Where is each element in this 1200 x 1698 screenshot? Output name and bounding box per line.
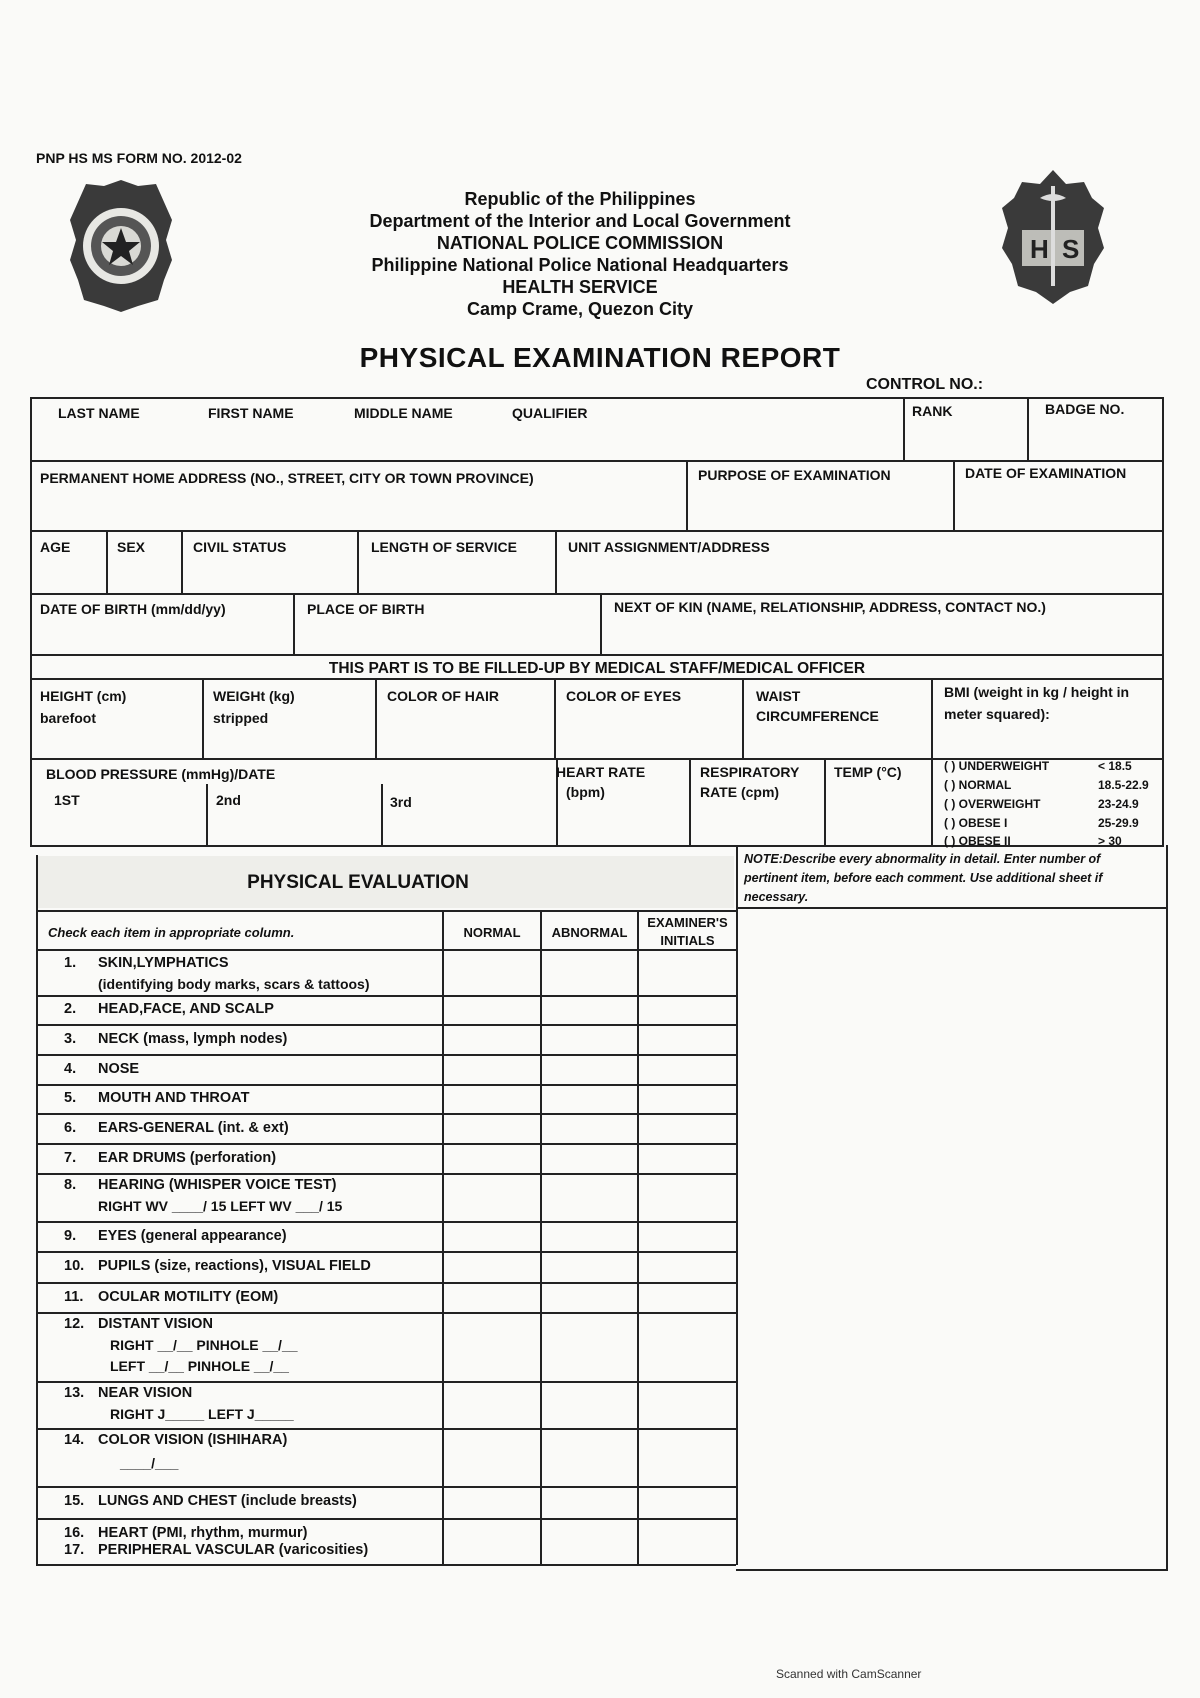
middle-name-label: MIDDLE NAME [354,405,453,421]
bmi-range: 18.5-22.9 [1098,778,1149,792]
item-label: HEART (PMI, rhythm, murmur) [98,1525,308,1541]
exam-item-color-vision [64,1430,287,1451]
waist-label: WAIST [756,688,801,704]
header-line5: HEALTH SERVICE [502,277,658,297]
exam-item-distant-vision-right: RIGHT __/__ PINHOLE __/__ [110,1337,298,1353]
item-number: 3. [64,1031,77,1047]
item-label: NEAR VISION [98,1385,193,1401]
item-number: 17. [64,1542,85,1558]
item-number: 14. [64,1432,85,1448]
exam-item-peripheral-vascular [64,1540,368,1561]
item-label: EAR DRUMS (perforation) [98,1150,277,1166]
dob-label: DATE OF BIRTH (mm/dd/yy) [40,601,226,617]
item-label: DISTANT VISION [98,1316,213,1332]
age-label: AGE [40,539,71,555]
item-label: SKIN,LYMPHATICS [98,955,229,971]
item-number: 15. [64,1493,85,1509]
item-label: EYES (general appearance) [98,1228,287,1244]
form-number: PNP HS MS FORM NO. 2012-02 [36,150,242,166]
height-sub-label: barefoot [40,710,96,726]
item-label: NOSE [98,1061,140,1077]
examiner-column-header-2: INITIALS [660,933,715,948]
exam-item-eyes [64,1226,287,1247]
header-line1: Republic of the Philippines [464,189,696,209]
svg-text:S: S [1062,234,1080,264]
weight-sub-label: stripped [213,710,269,726]
temperature-label: TEMP (°C) [834,764,902,780]
exam-item-color-vision-sub: ____/___ [120,1455,179,1471]
heart-rate-unit: (bpm) [566,784,605,800]
date-exam-label: DATE OF EXAMINATION [965,465,1127,481]
exam-item-mouth [64,1088,249,1109]
normal-column-header: NORMAL [463,925,521,940]
respiratory-label: RESPIRATORY [700,764,800,780]
bmi-range: < 18.5 [1098,759,1132,773]
item-number: 8. [64,1177,77,1193]
item-label: COLOR VISION (ISHIHARA) [98,1432,288,1448]
bmi-category-label: ( ) OVERWEIGHT [944,797,1041,811]
exam-item-ears [64,1118,289,1139]
header-line2: Department of the Interior and Local Government [369,211,791,231]
bmi-category-obese-1[interactable] [944,816,1007,830]
sex-label: SEX [117,539,146,555]
letterhead [300,188,860,320]
bmi-category-obese-2[interactable] [944,834,1011,848]
exam-item-ocular-motility [64,1287,278,1308]
bmi-range: 23-24.9 [1098,797,1139,811]
eye-color-label: COLOR OF EYES [566,688,682,704]
bmi-category-label: ( ) UNDERWEIGHT [944,759,1050,773]
item-number: 2. [64,1001,77,1017]
note-line-2: pertinent item, before each comment. Use additional sheet if [744,871,1103,885]
header-line6: Camp Crame, Quezon City [466,299,694,319]
item-number: 6. [64,1120,77,1136]
item-number: 13. [64,1385,85,1401]
pnp-seal-logo [68,176,174,314]
exam-item-head [64,999,274,1020]
hair-color-label: COLOR OF HAIR [387,688,499,704]
note-line-3: necessary. [744,890,809,904]
page-title: PHYSICAL EXAMINATION REPORT [359,342,841,373]
instruction-text: Check each item in appropriate column. [48,925,295,940]
exam-item-skin-sub: (identifying body marks, scars & tattoos) [98,976,370,992]
length-service-label: LENGTH OF SERVICE [371,539,517,555]
bmi-label: BMI (weight in kg / height in [944,684,1130,700]
exam-item-skin [64,953,229,974]
qualifier-label: QUALIFIER [512,405,588,421]
heart-rate-label: HEART RATE [556,764,646,780]
bmi-category-label: ( ) OBESE II [944,834,1011,848]
respiratory-unit: RATE (cpm) [700,784,780,800]
bmi-category-label: ( ) NORMAL [944,778,1012,792]
bmi-category-overweight[interactable] [944,797,1040,811]
note-line-1: NOTE:Describe every abnormality in detail. Enter number of [744,852,1101,866]
item-number: 9. [64,1228,77,1244]
svg-text:H: H [1030,234,1049,264]
item-label: HEARING (WHISPER VOICE TEST) [98,1177,337,1193]
header-line4: Philippine National Police National Headquarters [371,255,789,275]
exam-item-hearing-sub: RIGHT WV ____/ 15 LEFT WV ___/ 15 [98,1198,343,1214]
bmi-category-normal[interactable] [944,778,1011,792]
exam-item-near-vision [64,1383,192,1404]
item-number: 4. [64,1061,77,1077]
health-service-seal-logo [1000,168,1106,306]
badge-no-label: BADGE NO. [1045,401,1125,417]
rank-label: RANK [912,403,953,419]
abnormal-column-header: ABNORMAL [551,925,628,940]
exam-item-near-vision-sub: RIGHT J_____ LEFT J_____ [110,1406,294,1422]
purpose-label: PURPOSE OF EXAMINATION [698,467,891,483]
first-name-label: FIRST NAME [208,405,294,421]
physical-evaluation-title: PHYSICAL EVALUATION [247,872,469,893]
exam-item-lungs [64,1491,357,1512]
weight-label: WEIGHt (kg) [213,688,295,704]
address-label: PERMANENT HOME ADDRESS (NO., STREET, CITY OR TOWN PROVINCE) [40,470,534,486]
bp-second-label: 2nd [216,792,241,808]
blood-pressure-label: BLOOD PRESSURE (mmHg)/DATE [46,766,276,782]
exam-item-hearing [64,1175,336,1196]
pob-label: PLACE OF BIRTH [307,601,425,617]
item-label: MOUTH AND THROAT [98,1090,250,1106]
item-label: PUPILS (size, reactions), VISUAL FIELD [98,1258,371,1274]
medical-staff-banner: THIS PART IS TO BE FILLED-UP BY MEDICAL STAFF/MEDICAL OFFICER [328,660,866,677]
bmi-range: 25-29.9 [1098,816,1139,830]
item-label: PERIPHERAL VASCULAR (varicosities) [98,1542,369,1558]
bmi-category-underweight[interactable] [944,759,1049,773]
item-number: 7. [64,1150,77,1166]
item-label: LUNGS AND CHEST (include breasts) [98,1493,357,1509]
item-label: NECK (mass, lymph nodes) [98,1031,288,1047]
unit-assignment-label: UNIT ASSIGNMENT/ADDRESS [568,539,770,555]
next-of-kin-label: NEXT OF KIN (NAME, RELATIONSHIP, ADDRESS, CONTACT NO.) [614,599,1046,615]
bmi-range: > 30 [1098,834,1122,848]
item-label: HEAD,FACE, AND SCALP [98,1001,274,1017]
item-label: EARS-GENERAL (int. & ext) [98,1120,289,1136]
scanner-footer: Scanned with CamScanner [776,1667,922,1681]
civil-status-label: CIVIL STATUS [193,539,287,555]
header-line3: NATIONAL POLICE COMMISSION [436,233,724,253]
exam-item-pupils [64,1256,371,1277]
item-number: 12. [64,1316,85,1332]
control-no-label: CONTROL NO.: [866,376,984,393]
item-number: 5. [64,1090,77,1106]
bmi-label-2: meter squared): [944,706,1050,722]
bp-first-label: 1ST [54,792,80,808]
item-number: 11. [64,1289,84,1305]
exam-item-distant-vision [64,1314,213,1335]
exam-item-ear-drums [64,1148,276,1169]
bmi-category-label: ( ) OBESE I [944,816,1008,830]
item-number: 1. [64,955,77,971]
exam-item-distant-vision-left: LEFT __/__ PINHOLE __/__ [110,1358,289,1374]
exam-item-nose [64,1059,139,1080]
item-label: OCULAR MOTILITY (EOM) [98,1289,279,1305]
waist-label-2: CIRCUMFERENCE [756,708,879,724]
examiner-column-header: EXAMINER'S [647,915,728,930]
item-number: 16. [64,1525,85,1541]
last-name-label: LAST NAME [58,405,140,421]
item-number: 10. [64,1258,85,1274]
exam-item-neck [64,1029,287,1050]
bp-third-label: 3rd [390,794,412,810]
height-label: HEIGHT (cm) [40,688,127,704]
